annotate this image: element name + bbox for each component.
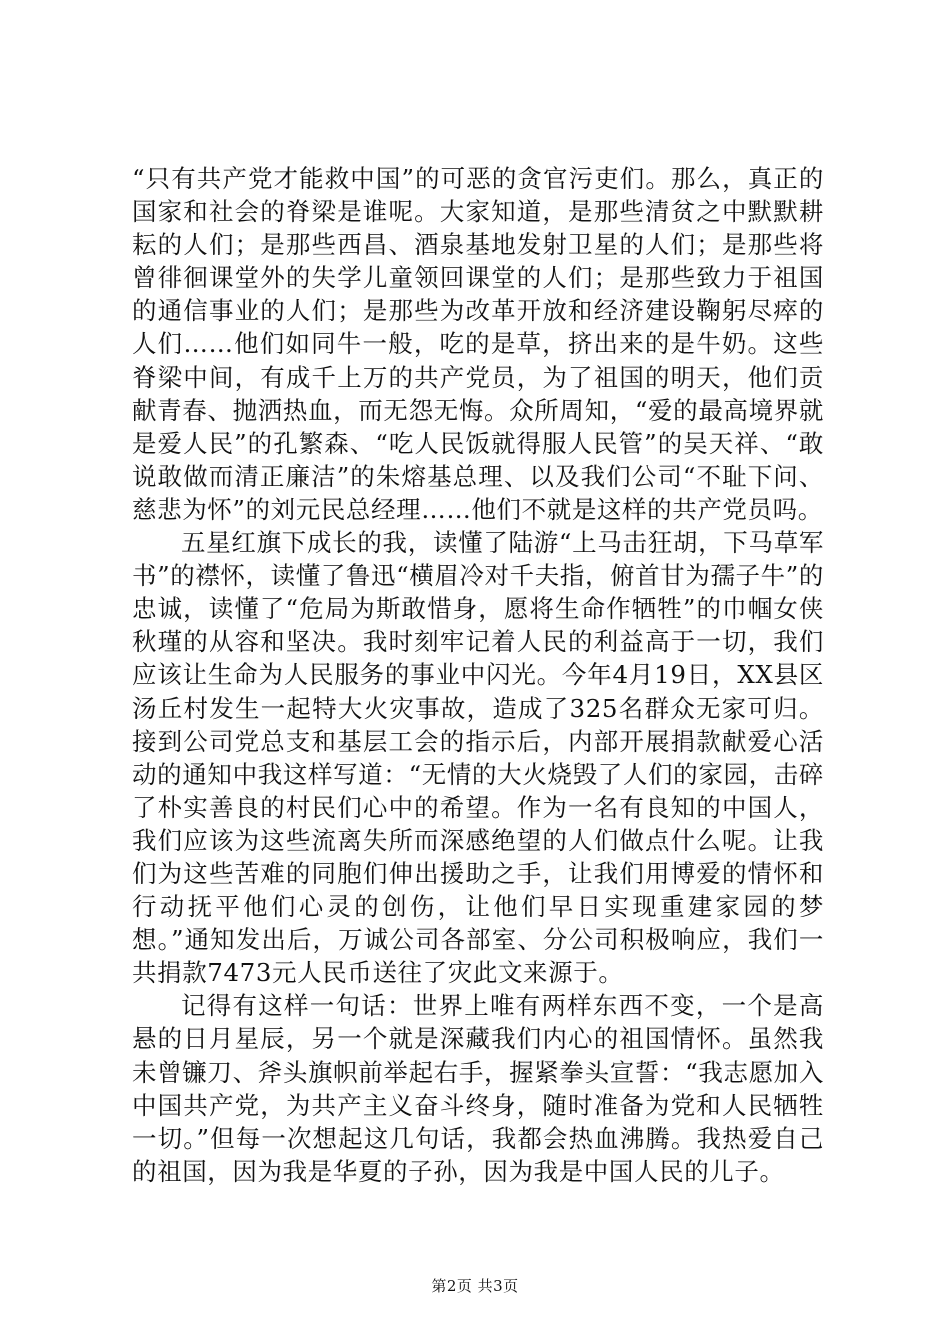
paragraph-conclusion: 记得有这样一句话：世界上唯有两样东西不变，一个是高悬的日月星辰，另一个就是深藏我们内心的祖国情怀。虽然我未曾镰刀、斧头旗帜前举起右手，握紧拳头宣誓：“我志愿加入中国共产党，为共产主义奋斗终身，随时准备为党和人民牺牲一切。”但每一次想起这几句话，我都会热血沸腾。我热爱自己的祖国，因为我是华夏的子孙，因为我是中国人民的儿子。	[132, 991, 824, 1186]
document-body	[132, 162, 824, 1188]
paragraph-fundraising: 五星红旗下成长的我，读懂了陆游“上马击狂胡，下马草军书”的襟怀，读懂了鲁迅“横眉冷对千夫指，俯首甘为孺子牛”的忠诚，读懂了“危局为斯敢惜身，愿将生命作牺牲”的巾帼女侠秋瑾的从容和坚决。我时刻牢记着人民的利益高于一切，我们应该让生命为人民服务的事业中闪光。今年4月19日，XX县区汤丘村发生一起特大火灾事故，造成了325名群众无家可归。接到公司党总支和基层工会的指示后，内部开展捐款献爱心活动的通知中我这样写道：“无情的大火烧毁了人们的家园，击碎了朴实善良的村民们心中的希望。作为一名有良知的中国人，我们应该为这些流离失所而深感绝望的人们做点什么呢。让我们为这些苦难的同胞们伸出援助之手，让我们用博爱的情怀和行动抚平他们心灵的创伤，让他们早日实现重建家园的梦想。”通知发出后，万诚公司各部室、分公司积极响应，我们一共捐款7473元人民币送往了灾此文来源于。	[132, 528, 824, 988]
page-number-footer: 第2页 共3页	[431, 1277, 519, 1295]
paragraph-continuation: “只有共产党才能救中国”的可恶的贪官污吏们。那么，真正的国家和社会的脊梁是谁呢。大家知道，是那些清贫之中默默耕耘的人们；是那些西昌、酒泉基地发射卫星的人们；是那些将曾徘徊课堂外的失学儿童领回课堂的人们；是那些致力于祖国的通信事业的人们；是那些为改革开放和经济建设鞠躬尽瘁的人们……他们如同牛一般，吃的是草，挤出来的是牛奶。这些脊梁中间，有成千上万的共产党员，为了祖国的明天，他们贡献青春、抛洒热血，而无怨无悔。众所周知，“爱的最高境界就是爱人民”的孔繁森、“吃人民饭就得服人民管”的吴天祥、“敢说敢做而清正廉洁”的朱熔基总理、以及我们公司“不耻下问、慈悲为怀”的刘元民总经理……他们不就是这样的共产党员吗。	[132, 164, 824, 524]
